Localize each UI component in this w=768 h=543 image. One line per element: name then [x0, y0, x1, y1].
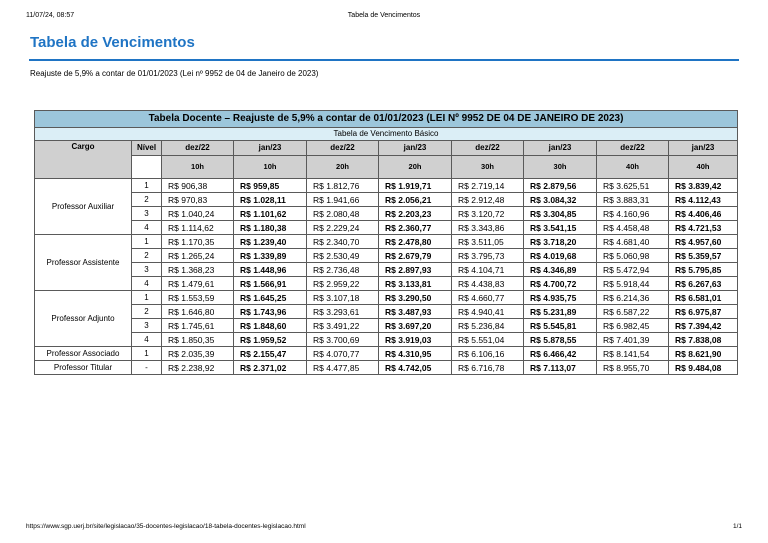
salary-value-cell: R$ 1.959,52	[234, 333, 307, 347]
salary-value-cell: R$ 1.170,35	[162, 235, 234, 249]
salary-value-cell: R$ 2.959,22	[307, 277, 379, 291]
salary-value-cell: R$ 3.839,42	[669, 179, 738, 193]
salary-value-cell: R$ 1.645,25	[234, 291, 307, 305]
salary-value-cell: R$ 2.360,77	[379, 221, 452, 235]
column-header-cargo: Cargo	[35, 141, 132, 179]
cargo-cell: Professor Associado	[35, 347, 132, 361]
salary-value-cell: R$ 3.697,20	[379, 319, 452, 333]
column-header-nivel: Nível	[132, 141, 162, 156]
title-divider	[29, 59, 739, 61]
nivel-cell: 3	[132, 319, 162, 333]
salary-value-cell: R$ 3.919,03	[379, 333, 452, 347]
nivel-cell: 2	[132, 249, 162, 263]
salary-value-cell: R$ 4.438,83	[452, 277, 524, 291]
salary-value-cell: R$ 1.743,96	[234, 305, 307, 319]
cargo-cell: Professor Auxiliar	[35, 179, 132, 235]
salary-value-cell: R$ 7.401,39	[597, 333, 669, 347]
column-header-hours: 10h	[234, 156, 307, 179]
salary-value-cell: R$ 6.581,01	[669, 291, 738, 305]
salary-value-cell: R$ 3.084,32	[524, 193, 597, 207]
salary-value-cell: R$ 3.511,05	[452, 235, 524, 249]
nivel-cell: -	[132, 361, 162, 375]
salary-value-cell: R$ 5.795,85	[669, 263, 738, 277]
column-header-month: jan/23	[234, 141, 307, 156]
salary-value-cell: R$ 1.040,24	[162, 207, 234, 221]
table-row	[35, 249, 738, 263]
salary-value-cell: R$ 2.340,70	[307, 235, 379, 249]
salary-value-cell: R$ 2.371,02	[234, 361, 307, 375]
salary-value-cell: R$ 2.478,80	[379, 235, 452, 249]
print-date: 11/07/24, 08:57	[26, 12, 75, 19]
nivel-cell: 3	[132, 207, 162, 221]
salary-value-cell: R$ 6.982,45	[597, 319, 669, 333]
salary-value-cell: R$ 8.141,54	[597, 347, 669, 361]
nivel-cell: 2	[132, 193, 162, 207]
print-header	[0, 0, 768, 22]
column-header-month: dez/22	[452, 141, 524, 156]
salary-value-cell: R$ 2.080,48	[307, 207, 379, 221]
salary-value-cell: R$ 4.940,41	[452, 305, 524, 319]
salary-value-cell: R$ 1.553,59	[162, 291, 234, 305]
salary-value-cell: R$ 5.359,57	[669, 249, 738, 263]
nivel-cell: 1	[132, 347, 162, 361]
salary-value-cell: R$ 1.114,62	[162, 221, 234, 235]
footer-page-number: 1/1	[732, 523, 742, 530]
salary-value-cell: R$ 1.339,89	[234, 249, 307, 263]
salary-table	[34, 110, 738, 375]
salary-value-cell: R$ 7.394,42	[669, 319, 738, 333]
column-header-month: dez/22	[597, 141, 669, 156]
column-header-hours: 40h	[669, 156, 738, 179]
salary-value-cell: R$ 3.293,61	[307, 305, 379, 319]
salary-value-cell: R$ 2.530,49	[307, 249, 379, 263]
salary-value-cell: R$ 2.229,24	[307, 221, 379, 235]
salary-value-cell: R$ 1.448,96	[234, 263, 307, 277]
salary-value-cell: R$ 4.160,96	[597, 207, 669, 221]
table-row	[35, 305, 738, 319]
salary-value-cell: R$ 5.878,55	[524, 333, 597, 347]
salary-value-cell: R$ 4.957,60	[669, 235, 738, 249]
salary-value-cell: R$ 1.850,35	[162, 333, 234, 347]
table-row	[35, 235, 738, 249]
salary-value-cell: R$ 7.838,08	[669, 333, 738, 347]
salary-value-cell: R$ 1.265,24	[162, 249, 234, 263]
salary-value-cell: R$ 2.736,48	[307, 263, 379, 277]
salary-value-cell: R$ 1.239,40	[234, 235, 307, 249]
salary-value-cell: R$ 906,38	[162, 179, 234, 193]
column-header-hours: 10h	[162, 156, 234, 179]
table-subtitle: Tabela de Vencimento Básico	[35, 128, 738, 141]
nivel-cell: 2	[132, 305, 162, 319]
salary-value-cell: R$ 2.912,48	[452, 193, 524, 207]
salary-value-cell: R$ 3.343,86	[452, 221, 524, 235]
column-header-month: jan/23	[524, 141, 597, 156]
footer-url: https://www.sgp.uerj.br/site/legislacao/35-docentes-legislacao/18-tabela-docentes-legislacao.html	[26, 523, 306, 530]
salary-value-cell: R$ 970,83	[162, 193, 234, 207]
salary-value-cell: R$ 1.941,66	[307, 193, 379, 207]
salary-value-cell: R$ 3.625,51	[597, 179, 669, 193]
salary-value-cell: R$ 5.236,84	[452, 319, 524, 333]
table-row	[35, 263, 738, 277]
salary-value-cell: R$ 3.290,50	[379, 291, 452, 305]
column-header-month: jan/23	[379, 141, 452, 156]
salary-value-cell: R$ 1.848,60	[234, 319, 307, 333]
salary-value-cell: R$ 6.106,16	[452, 347, 524, 361]
salary-value-cell: R$ 3.133,81	[379, 277, 452, 291]
salary-value-cell: R$ 2.719,14	[452, 179, 524, 193]
salary-value-cell: R$ 2.897,93	[379, 263, 452, 277]
nivel-cell: 1	[132, 179, 162, 193]
salary-value-cell: R$ 4.019,68	[524, 249, 597, 263]
print-title: Tabela de Vencimentos	[347, 12, 421, 19]
table-row	[35, 193, 738, 207]
salary-value-cell: R$ 3.883,31	[597, 193, 669, 207]
salary-value-cell: R$ 3.120,72	[452, 207, 524, 221]
salary-value-cell: R$ 3.304,85	[524, 207, 597, 221]
salary-value-cell: R$ 7.113,07	[524, 361, 597, 375]
cargo-cell: Professor Adjunto	[35, 291, 132, 347]
salary-value-cell: R$ 6.466,42	[524, 347, 597, 361]
table-row	[35, 221, 738, 235]
salary-value-cell: R$ 4.112,43	[669, 193, 738, 207]
salary-value-cell: R$ 8.955,70	[597, 361, 669, 375]
nivel-cell: 3	[132, 263, 162, 277]
column-header-hours: 30h	[524, 156, 597, 179]
column-header-month: jan/23	[669, 141, 738, 156]
table-row	[35, 347, 738, 361]
salary-value-cell: R$ 2.035,39	[162, 347, 234, 361]
salary-value-cell: R$ 3.491,22	[307, 319, 379, 333]
salary-value-cell: R$ 8.621,90	[669, 347, 738, 361]
column-header-hours: 20h	[307, 156, 379, 179]
table-row	[35, 319, 738, 333]
salary-value-cell: R$ 1.745,61	[162, 319, 234, 333]
salary-value-cell: R$ 4.660,77	[452, 291, 524, 305]
salary-value-cell: R$ 4.406,46	[669, 207, 738, 221]
table-row	[35, 361, 738, 375]
salary-value-cell: R$ 1.646,80	[162, 305, 234, 319]
salary-value-cell: R$ 4.935,75	[524, 291, 597, 305]
salary-value-cell: R$ 5.472,94	[597, 263, 669, 277]
nivel-cell: 1	[132, 291, 162, 305]
salary-value-cell: R$ 2.203,23	[379, 207, 452, 221]
salary-value-cell: R$ 4.346,89	[524, 263, 597, 277]
salary-value-cell: R$ 3.487,93	[379, 305, 452, 319]
salary-value-cell: R$ 6.267,63	[669, 277, 738, 291]
salary-value-cell: R$ 5.231,89	[524, 305, 597, 319]
cargo-cell: Professor Assistente	[35, 235, 132, 291]
salary-value-cell: R$ 4.742,05	[379, 361, 452, 375]
salary-value-cell: R$ 4.070,77	[307, 347, 379, 361]
salary-value-cell: R$ 1.028,11	[234, 193, 307, 207]
salary-value-cell: R$ 4.310,95	[379, 347, 452, 361]
salary-value-cell: R$ 1.566,91	[234, 277, 307, 291]
table-row	[35, 179, 738, 193]
salary-value-cell: R$ 6.716,78	[452, 361, 524, 375]
salary-value-cell: R$ 2.056,21	[379, 193, 452, 207]
page-title: Tabela de Vencimentos	[30, 34, 195, 51]
salary-value-cell: R$ 9.484,08	[669, 361, 738, 375]
nivel-cell: 4	[132, 277, 162, 291]
salary-value-cell: R$ 5.060,98	[597, 249, 669, 263]
column-header-hours: 40h	[597, 156, 669, 179]
column-header-month: dez/22	[162, 141, 234, 156]
salary-value-cell: R$ 3.795,73	[452, 249, 524, 263]
nivel-cell: 4	[132, 333, 162, 347]
salary-value-cell: R$ 1.368,23	[162, 263, 234, 277]
salary-value-cell: R$ 2.879,56	[524, 179, 597, 193]
salary-value-cell: R$ 3.718,20	[524, 235, 597, 249]
page-subtitle: Reajuste de 5,9% a contar de 01/01/2023 (Lei nº 9952 de 04 de Janeiro de 2023)	[30, 69, 319, 78]
salary-value-cell: R$ 1.180,38	[234, 221, 307, 235]
salary-value-cell: R$ 3.541,15	[524, 221, 597, 235]
salary-value-cell: R$ 3.700,69	[307, 333, 379, 347]
salary-value-cell: R$ 3.107,18	[307, 291, 379, 305]
salary-value-cell: R$ 6.214,36	[597, 291, 669, 305]
table-row	[35, 333, 738, 347]
column-header-blank	[132, 156, 162, 179]
salary-value-cell: R$ 2.155,47	[234, 347, 307, 361]
salary-value-cell: R$ 4.458,48	[597, 221, 669, 235]
table-row	[35, 207, 738, 221]
salary-value-cell: R$ 1.479,61	[162, 277, 234, 291]
salary-value-cell: R$ 2.679,79	[379, 249, 452, 263]
table-row	[35, 291, 738, 305]
salary-value-cell: R$ 4.700,72	[524, 277, 597, 291]
nivel-cell: 4	[132, 221, 162, 235]
salary-value-cell: R$ 4.721,53	[669, 221, 738, 235]
salary-value-cell: R$ 4.104,71	[452, 263, 524, 277]
salary-value-cell: R$ 6.975,87	[669, 305, 738, 319]
salary-value-cell: R$ 4.477,85	[307, 361, 379, 375]
column-header-hours: 20h	[379, 156, 452, 179]
column-header-hours: 30h	[452, 156, 524, 179]
salary-value-cell: R$ 6.587,22	[597, 305, 669, 319]
table-row	[35, 277, 738, 291]
column-header-month: dez/22	[307, 141, 379, 156]
salary-value-cell: R$ 2.238,92	[162, 361, 234, 375]
salary-value-cell: R$ 4.681,40	[597, 235, 669, 249]
salary-value-cell: R$ 1.919,71	[379, 179, 452, 193]
salary-value-cell: R$ 5.545,81	[524, 319, 597, 333]
salary-table-container	[34, 110, 737, 375]
salary-value-cell: R$ 1.812,76	[307, 179, 379, 193]
cargo-cell: Professor Titular	[35, 361, 132, 375]
nivel-cell: 1	[132, 235, 162, 249]
salary-value-cell: R$ 5.918,44	[597, 277, 669, 291]
salary-value-cell: R$ 1.101,62	[234, 207, 307, 221]
salary-value-cell: R$ 5.551,04	[452, 333, 524, 347]
table-title: Tabela Docente – Reajuste de 5,9% a contar de 01/01/2023 (LEI Nº 9952 DE 04 DE JANEIRO DE 2023)	[35, 111, 738, 128]
salary-value-cell: R$ 959,85	[234, 179, 307, 193]
